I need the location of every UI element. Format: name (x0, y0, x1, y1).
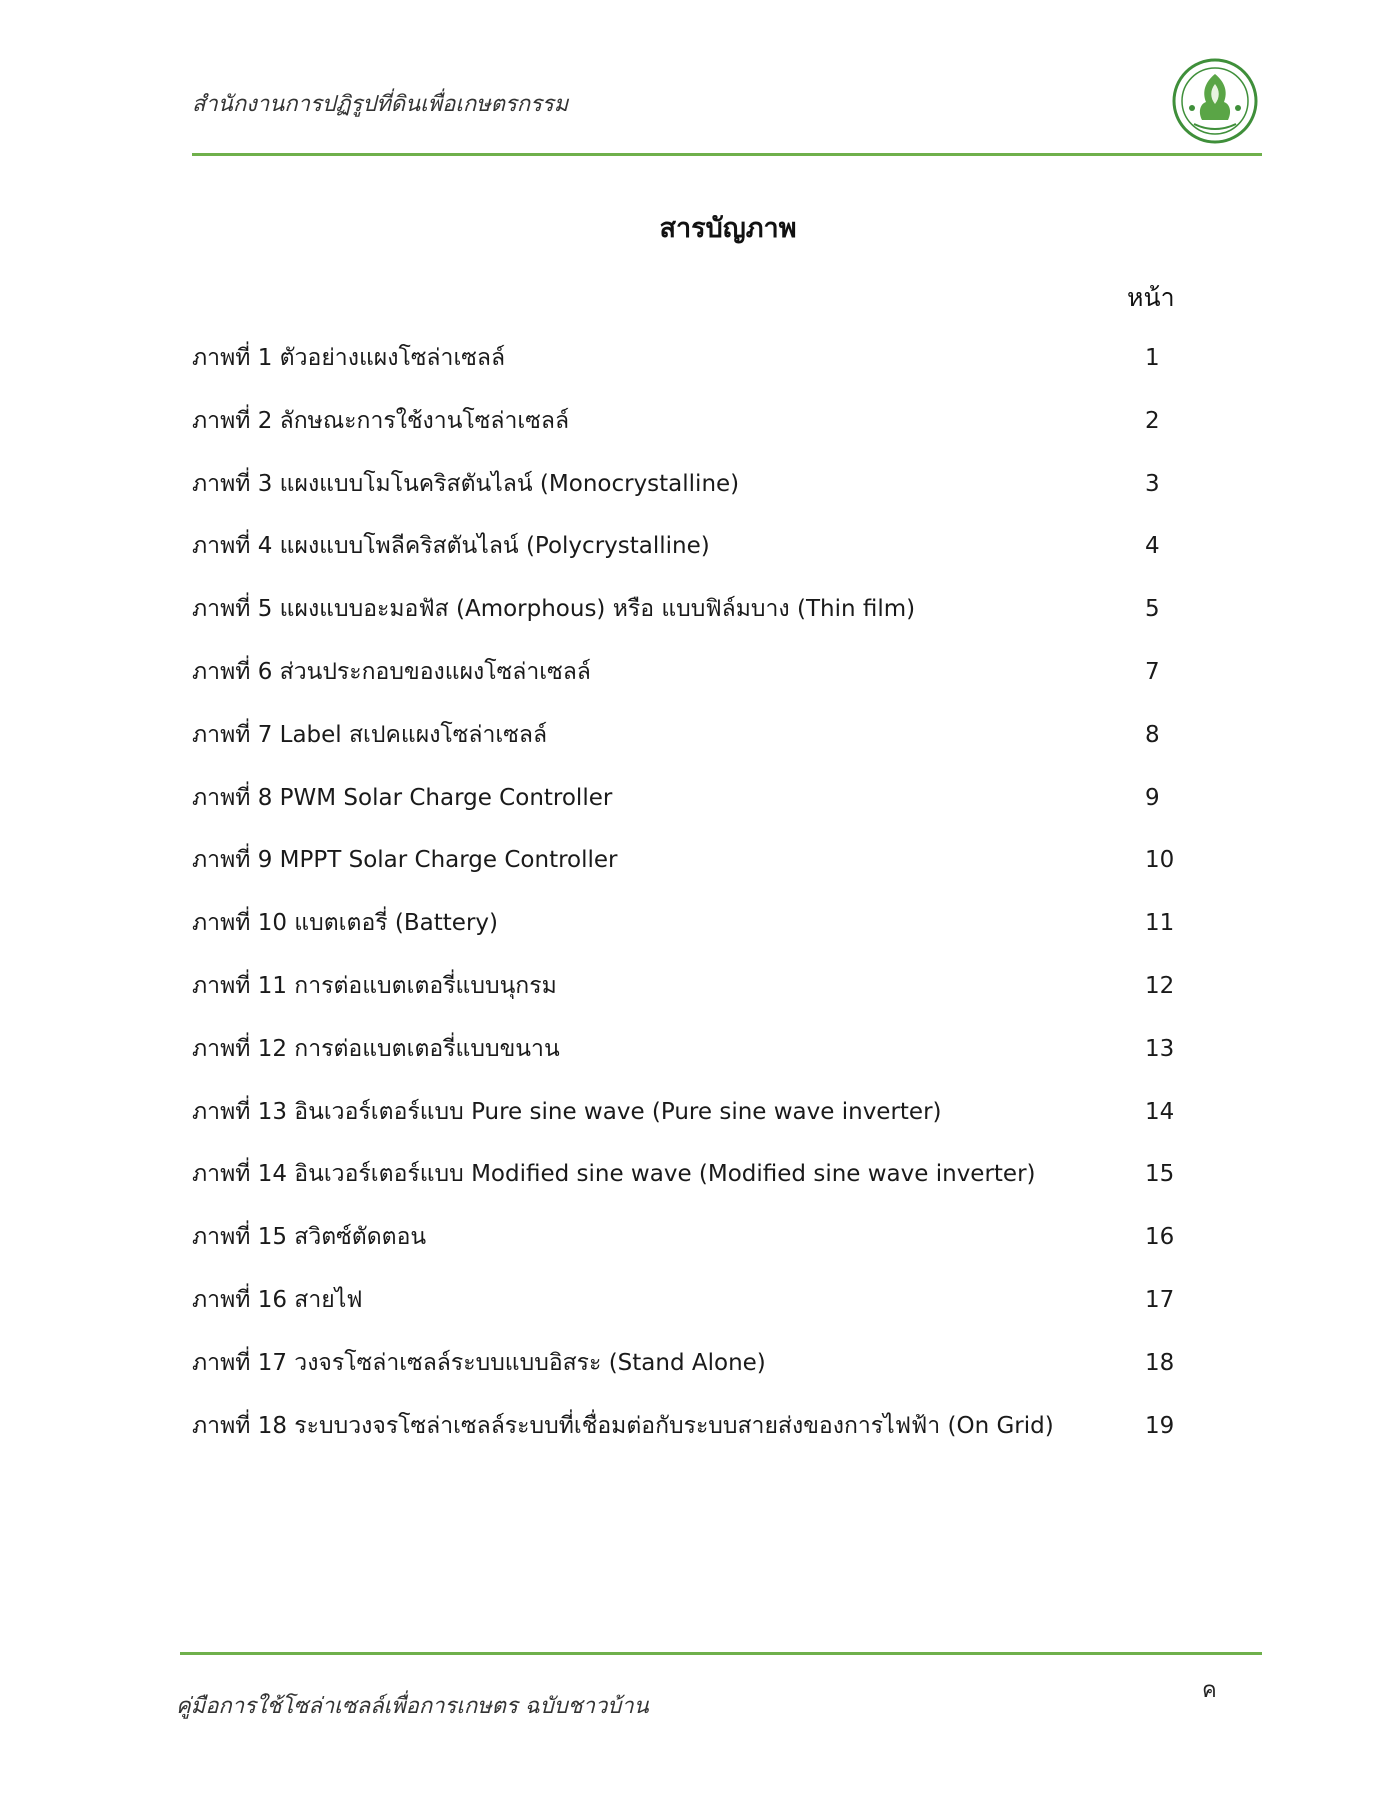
toc-row[interactable] (192, 1221, 1192, 1284)
toc-page-number: 14 (1145, 1098, 1175, 1125)
toc-label: ภาพที่ 15 สวิตซ์ตัดตอน (192, 1224, 427, 1251)
toc-page-number: 19 (1145, 1412, 1175, 1439)
alro-seal-icon (1172, 58, 1258, 144)
toc-label: ภาพที่ 6 ส่วนประกอบของแผงโซล่าเซลล์ (192, 658, 591, 685)
toc-page-number: 12 (1145, 972, 1175, 999)
toc-page-number: 1 (1145, 345, 1160, 371)
toc-row[interactable] (192, 530, 1192, 593)
toc-label: ภาพที่ 1 ตัวอย่างแผงโซล่าเซลล์ (192, 345, 506, 371)
toc-row[interactable] (192, 656, 1192, 719)
toc-row[interactable] (192, 468, 1192, 531)
toc-page-number: 5 (1145, 596, 1160, 623)
toc-page-number: 16 (1145, 1224, 1175, 1251)
toc-row[interactable] (192, 970, 1192, 1033)
toc-label: ภาพที่ 12 การต่อแบตเตอรี่แบบขนาน (192, 1035, 560, 1062)
figure-list (192, 342, 1192, 1472)
page-number: ค (1202, 1678, 1217, 1703)
toc-page-number: 17 (1145, 1286, 1175, 1313)
toc-label: ภาพที่ 4 แผงแบบโพลีคริสตันไลน์ (Polycrystalline) (192, 533, 710, 560)
toc-label: ภาพที่ 13 อินเวอร์เตอร์แบบ Pure sine wave (Pure sine wave inverter) (192, 1098, 942, 1125)
toc-label: ภาพที่ 9 MPPT Solar Charge Controller (192, 847, 618, 874)
toc-label: ภาพที่ 10 แบตเตอรี่ (Battery) (192, 910, 498, 937)
toc-label: ภาพที่ 7 Label สเปคแผงโซล่าเซลล์ (192, 721, 548, 748)
toc-page-number: 11 (1145, 910, 1175, 937)
footer-rule (180, 1652, 1262, 1655)
toc-row[interactable] (192, 1096, 1192, 1159)
header-organization: สำนักงานการปฏิรูปที่ดินเพื่อเกษตรกรรม (192, 92, 569, 117)
header-rule (192, 153, 1262, 156)
toc-page-number: 4 (1145, 533, 1160, 560)
toc-label: ภาพที่ 17 วงจรโซล่าเซลล์ระบบแบบอิสระ (Stand Alone) (192, 1349, 766, 1376)
toc-row[interactable] (192, 342, 1192, 405)
toc-row[interactable] (192, 1284, 1192, 1347)
toc-label: ภาพที่ 2 ลักษณะการใช้งานโซล่าเซลล์ (192, 407, 570, 434)
toc-label: ภาพที่ 3 แผงแบบโมโนคริสตันไลน์ (Monocrystalline) (192, 470, 740, 497)
toc-label: ภาพที่ 18 ระบบวงจรโซล่าเซลล์ระบบที่เชื่อมต่อกับระบบสายส่งของการไฟฟ้า (On Grid) (192, 1412, 1054, 1439)
toc-row[interactable] (192, 1347, 1192, 1410)
toc-page-number: 9 (1145, 784, 1160, 811)
page-column-header: หน้า (1127, 283, 1175, 312)
toc-row[interactable] (192, 405, 1192, 468)
toc-row[interactable] (192, 907, 1192, 970)
toc-row[interactable] (192, 719, 1192, 782)
toc-label: ภาพที่ 11 การต่อแบตเตอรี่แบบนุกรม (192, 972, 557, 999)
toc-row[interactable] (192, 1158, 1192, 1221)
toc-row[interactable] (192, 593, 1192, 656)
toc-page-number: 13 (1145, 1035, 1175, 1062)
toc-label: ภาพที่ 14 อินเวอร์เตอร์แบบ Modified sine wave (Modified sine wave inverter) (192, 1161, 1036, 1188)
footer-manual-title: คู่มือการใช้โซล่าเซลล์เพื่อการเกษตร ฉบับชาวบ้าน (176, 1694, 649, 1719)
toc-page-number: 15 (1145, 1161, 1175, 1188)
toc-row[interactable] (192, 782, 1192, 845)
toc-row[interactable] (192, 844, 1192, 907)
toc-page-number: 2 (1145, 407, 1160, 434)
toc-page-number: 8 (1145, 721, 1160, 748)
toc-label: ภาพที่ 8 PWM Solar Charge Controller (192, 784, 613, 811)
toc-page-number: 7 (1145, 658, 1160, 685)
toc-page-number: 18 (1145, 1349, 1175, 1376)
toc-row[interactable] (192, 1410, 1192, 1473)
toc-row[interactable] (192, 1033, 1192, 1096)
toc-label: ภาพที่ 5 แผงแบบอะมอฟัส (Amorphous) หรือ แบบฟิล์มบาง (Thin film) (192, 596, 916, 623)
toc-page-number: 10 (1145, 847, 1175, 874)
toc-label: ภาพที่ 16 สายไฟ (192, 1286, 363, 1313)
toc-page-number: 3 (1145, 470, 1160, 497)
page-title: สารบัญภาพ (659, 213, 797, 244)
